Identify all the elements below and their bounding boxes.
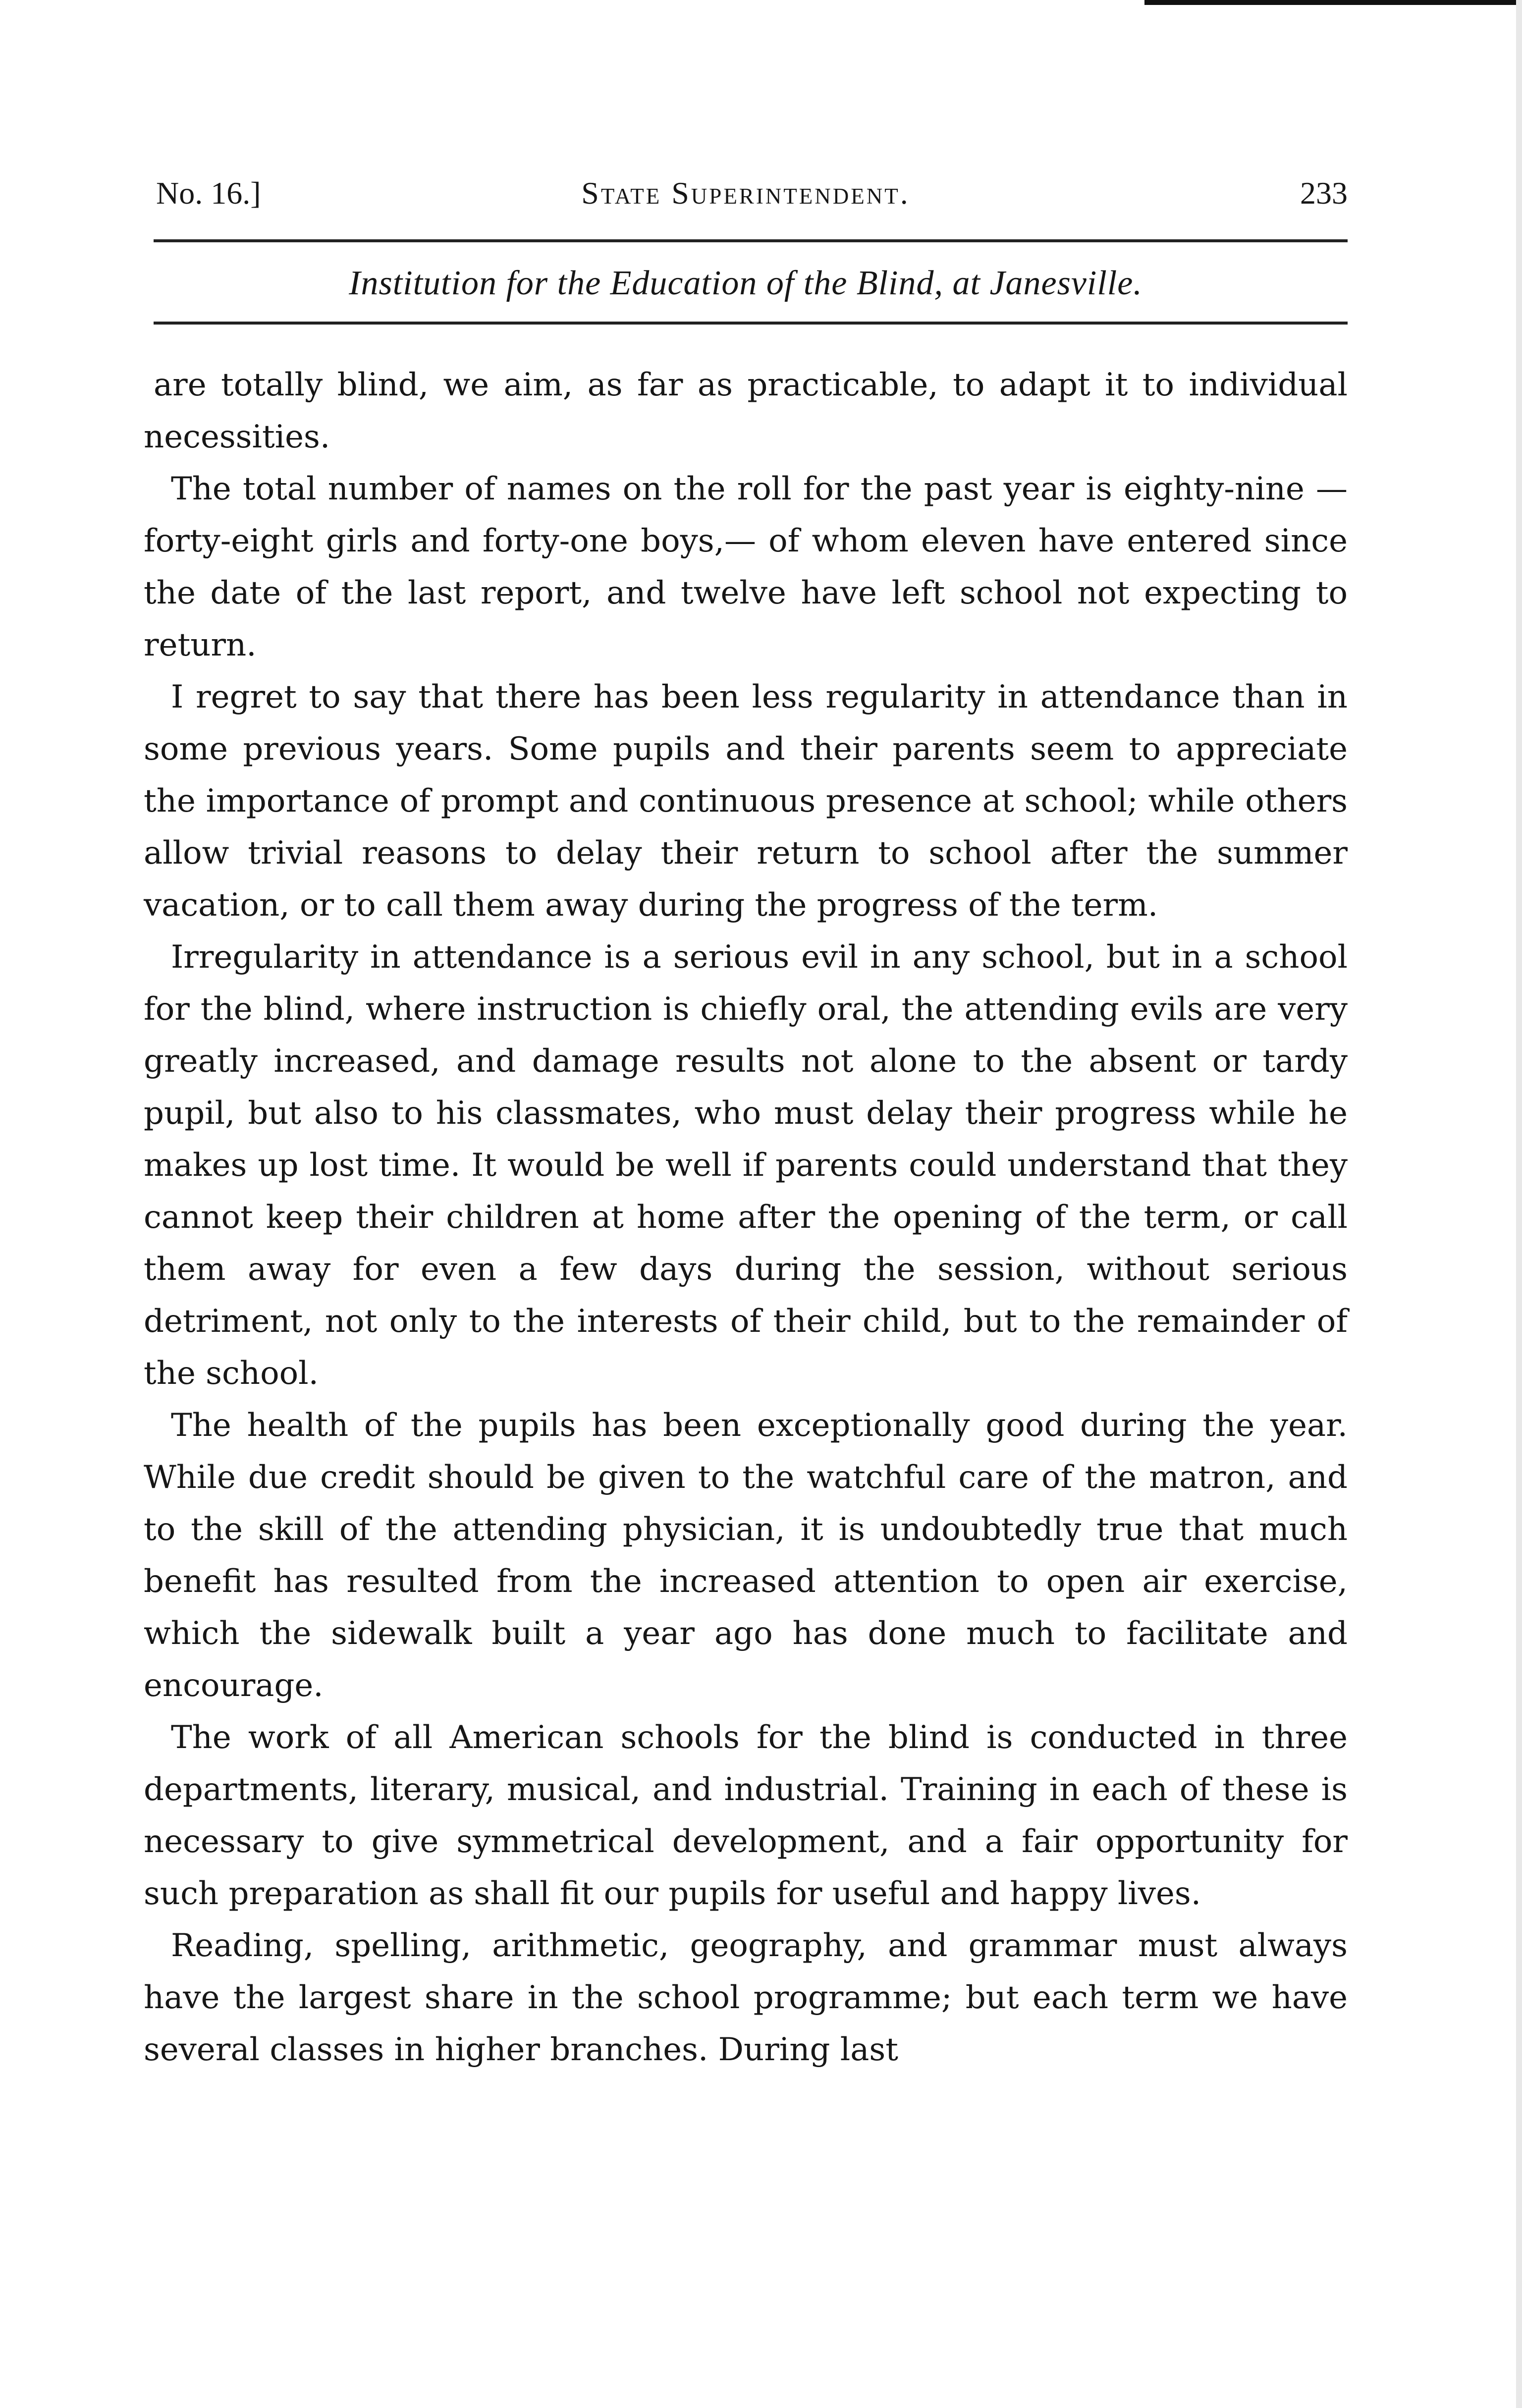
scan-edge-right [1516,0,1522,2408]
paragraph: I regret to say that there has been less regularity in attendance than in some previous years. Some pupils and their parents seem to appreciate the importance of prompt and continuous presence at school; while others allow trivial reasons to delay their return to school after the summer vacation, or to call them away during the progress of the term. [144,679,1348,924]
page-number: 233 [1300,175,1348,211]
body-text [144,359,1348,2076]
paragraph: The work of all American schools for the blind is conducted in three departments, literary, musical, and industrial. Training in each of these is necessary to give symmetrical development, and a fair opportunity for such preparation as shall fit our pupils for useful and happy lives. [144,1719,1348,1912]
running-title: State Superintendent. [581,175,910,211]
header-rule-bottom [154,322,1348,325]
paragraph: Reading, spelling, arithmetic, geography, and grammar must always have the largest share in the school programme; but each term we have several classes in higher branches. During last [144,1927,1348,2068]
running-header [144,171,1348,225]
paragraph: The health of the pupils has been exceptionally good during the year. While due credit should be given to the watchful care of the matron, and to the skill of the attending physician, it is undoubtedly true that much benefit has resulted from the increased attention to open air exercise, which the sidewalk built a year ago has done much to facilitate and encourage. [144,1407,1348,1704]
section-title: Institution for the Education of the Blind, at Janesville. [349,264,1142,302]
paragraph: are totally blind, we aim, as far as practicable, to adapt it to individual necessities. [144,367,1348,455]
header-rule-top [154,239,1348,242]
paragraph: The total number of names on the roll for the past year is eighty-nine — forty-eight girls and forty-one boys,— of whom eleven have entered since the date of the last report, and twelve have left school not expecting to return. [144,471,1348,663]
scan-edge-top [1144,0,1522,5]
document-page [144,171,1348,2076]
paragraph: Irregularity in attendance is a serious evil in any school, but in a school for the blind, where instruction is chiefly oral, the attending evils are very greatly increased, and damage results not alone to the absent or tardy pupil, but also to his classmates, who must delay their progress while he makes up lost time. It would be well if parents could understand that they cannot keep their children at home after the opening of the term, or call them away for even a few days during the session, without serious detriment, not only to the interests of their child, but to the remainder of the school. [144,939,1348,1392]
document-number: No. 16.] [156,175,261,211]
